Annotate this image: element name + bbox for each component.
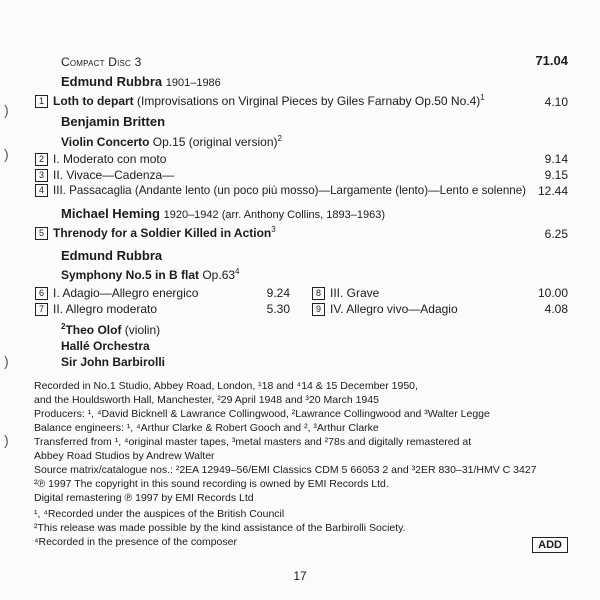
- track-row[interactable]: [35, 94, 485, 108]
- composer-dates: 1901–1986: [165, 77, 221, 89]
- track-title: III. Grave: [330, 286, 380, 300]
- track-row[interactable]: [35, 168, 174, 182]
- track-duration: 12.44: [537, 184, 568, 198]
- binding-mark: ): [4, 432, 9, 448]
- note-line: Source matrix/catalogue nos.: ²2EA 12949–56/EMI Classics CDM 5 66053 2 and ³2ER 830–31/HMV C 3427: [34, 464, 537, 476]
- track-title: Loth to depart: [53, 94, 134, 108]
- track-row[interactable]: [35, 184, 526, 197]
- composer-name: Edmund Rubbra: [61, 248, 163, 263]
- track-number: 7: [35, 303, 48, 316]
- performer-role: (violin): [121, 323, 161, 337]
- recording-notes: [34, 379, 574, 549]
- note-line: Producers: ¹, ⁴David Bicknell & Lawrance Collingwood, ²Lawrance Collingwood and ³Walter Legge: [34, 408, 490, 420]
- note-line: ²℗ 1997 The copyright in this sound recording is owned by EMI Records Ltd.: [34, 478, 389, 490]
- composer-heading: [61, 206, 385, 221]
- note-line: ²This release was made possible by the kind assistance of the Barbirolli Society.: [34, 522, 406, 534]
- composer-heading: [61, 74, 221, 89]
- track-title: II. Vivace—Cadenza—: [53, 168, 175, 182]
- footnote-ref: 1: [480, 93, 485, 102]
- track-number: 3: [35, 169, 48, 182]
- work-name: Symphony No.5 in B flat: [61, 268, 200, 282]
- binding-mark: ): [4, 353, 9, 369]
- track-row[interactable]: [312, 286, 379, 300]
- track-number: 4: [35, 184, 48, 197]
- composer-name: Benjamin Britten: [61, 114, 166, 129]
- track-number: 2: [35, 153, 48, 166]
- footnote-ref: 2: [277, 134, 282, 143]
- note-line: ⁴Recorded in the presence of the composer: [34, 536, 237, 548]
- track-title: II. Allegro moderato: [53, 302, 158, 316]
- track-number: 8: [312, 287, 325, 300]
- track-title: I. Moderato con moto: [53, 152, 167, 166]
- composer-name: Edmund Rubbra: [61, 74, 163, 89]
- performer-conductor: Sir John Barbirolli: [61, 355, 166, 369]
- note-line: Abbey Road Studios by Andrew Walter: [34, 450, 215, 462]
- total-time: 71.04: [535, 53, 568, 68]
- work-detail: Op.63: [199, 268, 236, 282]
- performer-soloist: [61, 323, 160, 337]
- track-number: 6: [35, 287, 48, 300]
- track-duration: 10.00: [537, 286, 568, 300]
- track-row[interactable]: [35, 152, 166, 166]
- track-duration: 9.15: [544, 168, 568, 182]
- composer-name: Michael Heming: [61, 206, 160, 221]
- track-detail: (Improvisations on Virginal Pieces by Giles Farnaby Op.50 No.4): [133, 94, 481, 108]
- track-row[interactable]: [35, 286, 198, 300]
- work-title: [61, 268, 240, 282]
- track-title: IV. Allegro vivo—Adagio: [330, 302, 458, 316]
- track-row[interactable]: [35, 302, 157, 316]
- work-name: Violin Concerto: [61, 135, 150, 149]
- composer-heading: [61, 114, 165, 129]
- work-title: [61, 135, 282, 149]
- track-duration: 5.30: [266, 302, 290, 316]
- footnote-ref: 2: [61, 322, 66, 331]
- note-line: Transferred from ¹, ⁴original master tapes, ³metal masters and ²78s and digitally remastered at: [34, 436, 472, 448]
- work-detail: Op.15 (original version): [149, 135, 278, 149]
- track-duration: 9.14: [544, 152, 568, 166]
- track-title: III. Passacaglia (Andante lento (un poco più mosso)—Largamente (lento)—Lento e solenne): [53, 184, 527, 197]
- note-line: ¹, ⁴Recorded under the auspices of the British Council: [34, 508, 285, 520]
- track-number: 9: [312, 303, 325, 316]
- binding-mark: ): [4, 146, 9, 162]
- track-number: 1: [35, 95, 48, 108]
- note-line: and the Houldsworth Hall, Manchester, ²29 April 1948 and ³20 March 1945: [34, 394, 379, 406]
- track-duration: 4.10: [544, 95, 568, 109]
- note-line: Balance engineers: ¹, ⁴Arthur Clarke & Robert Gooch and ², ³Arthur Clarke: [34, 422, 379, 434]
- composer-heading: [61, 248, 162, 263]
- track-row[interactable]: [35, 226, 276, 240]
- note-line: Digital remastering ℗ 1997 by EMI Records Ltd: [34, 492, 254, 504]
- track-duration: 9.24: [266, 286, 290, 300]
- track-number: 5: [35, 227, 48, 240]
- performer-orchestra: Hallé Orchestra: [61, 339, 150, 353]
- track-row[interactable]: [312, 302, 458, 316]
- disc-label: Compact Disc 3: [61, 55, 142, 69]
- performer-name: Theo Olof: [65, 323, 122, 337]
- track-duration: 6.25: [544, 227, 568, 241]
- track-duration: 4.08: [544, 302, 568, 316]
- footnote-ref: 3: [271, 225, 276, 234]
- note-line: Recorded in No.1 Studio, Abbey Road, London, ¹18 and ⁴14 & 15 December 1950,: [34, 380, 418, 392]
- track-title: I. Adagio—Allegro energico: [53, 286, 199, 300]
- page-number: 17: [293, 569, 307, 583]
- composer-dates: 1920–1942 (arr. Anthony Collins, 1893–1963): [163, 209, 385, 221]
- footnote-ref: 4: [235, 267, 240, 276]
- track-title: Threnody for a Soldier Killed in Action: [53, 226, 272, 240]
- binding-mark: ): [4, 102, 9, 118]
- add-badge: ADD: [532, 537, 568, 553]
